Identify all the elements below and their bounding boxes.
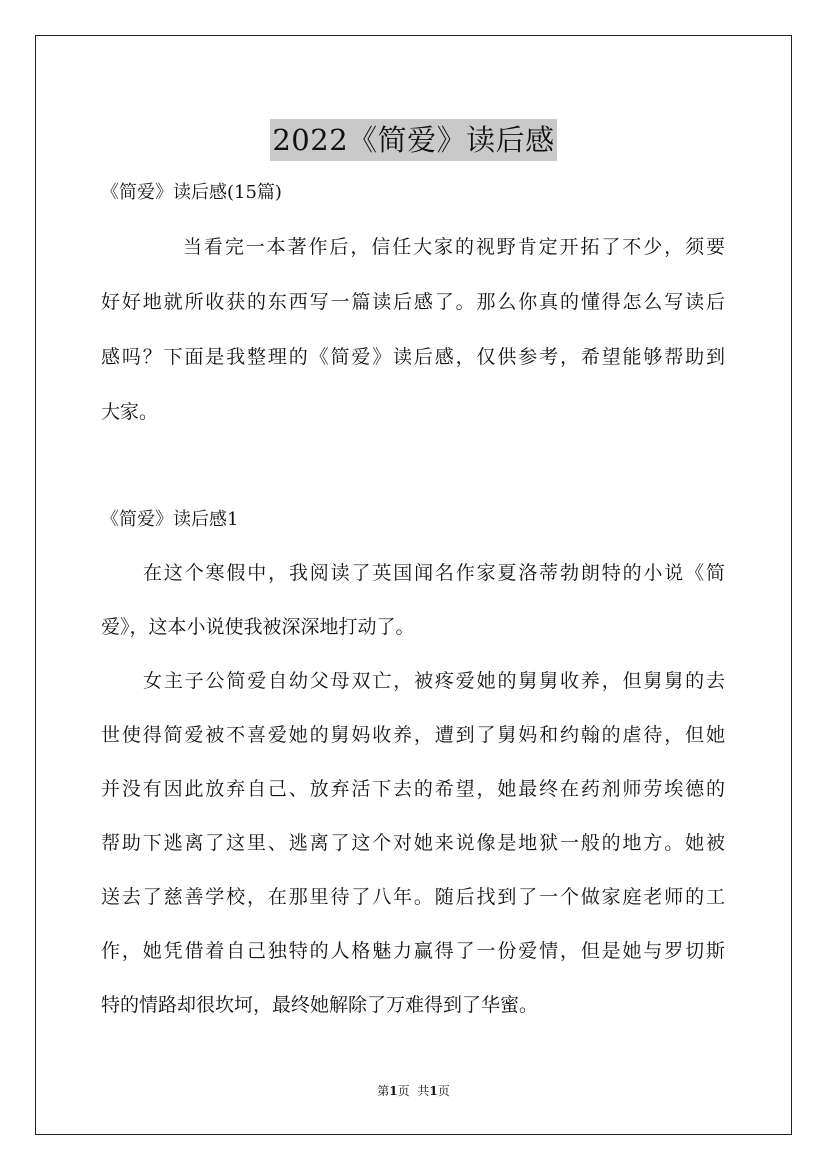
- paragraph-line: 在这个寒假中，我阅读了英国闻名作家夏洛蒂勃朗特的小说《简: [143, 562, 725, 584]
- intro-line: 好好地就所收获的东西写一篇读后感了。那么你真的懂得怎么写读后: [101, 291, 725, 313]
- page-footer: [0, 1083, 827, 1099]
- paragraph-line: 帮助下逃离了这里、逃离了这个对她来说像是地狱一般的地方。她被: [101, 832, 725, 854]
- footer-total-prefix: 共: [417, 1084, 430, 1098]
- paragraph-line: 作，她凭借着自己独特的人格魅力赢得了一份爱情，但是她与罗切斯: [101, 940, 725, 962]
- footer-page-prefix: 第: [377, 1084, 390, 1098]
- footer-page-number: 1: [389, 1084, 398, 1098]
- intro-line: 当看完一本著作后，信任大家的视野肯定开拓了不少，须要: [183, 236, 725, 258]
- footer-page-suffix: 页: [397, 1084, 410, 1098]
- paragraph-line: 送去了慈善学校，在那里待了八年。随后找到了一个做家庭老师的工: [101, 886, 725, 908]
- paragraph-line: 世使得简爱被不喜爱她的舅妈收养，遭到了舅妈和约翰的虐待，但她: [101, 724, 725, 746]
- title-container: [0, 100, 827, 181]
- footer-total-number: 1: [429, 1084, 438, 1098]
- paragraph-line: 特的情路却很坎坷，最终她解除了万难得到了华蜜。: [101, 994, 539, 1016]
- paragraph-line: 并没有因此放弃自己、放弃活下去的希望，她最终在药剂师劳埃德的: [101, 778, 725, 800]
- document-title: 2022《简爱》读后感: [270, 119, 556, 161]
- paragraph-line: 爱》，这本小说使我被深深地打动了。: [101, 616, 415, 638]
- paragraph-line: 女主子公简爱自幼父母双亡，被疼爱她的舅舅收养，但舅舅的去: [143, 670, 725, 692]
- document-subtitle: 《简爱》读后感(15篇): [101, 182, 282, 203]
- section-heading: 《简爱》读后感1: [101, 509, 239, 530]
- intro-line: 感吗？下面是我整理的《简爱》读后感，仅供参考，希望能够帮助到: [101, 346, 725, 368]
- intro-line: 大家。: [101, 401, 159, 423]
- footer-total-suffix: 页: [437, 1084, 450, 1098]
